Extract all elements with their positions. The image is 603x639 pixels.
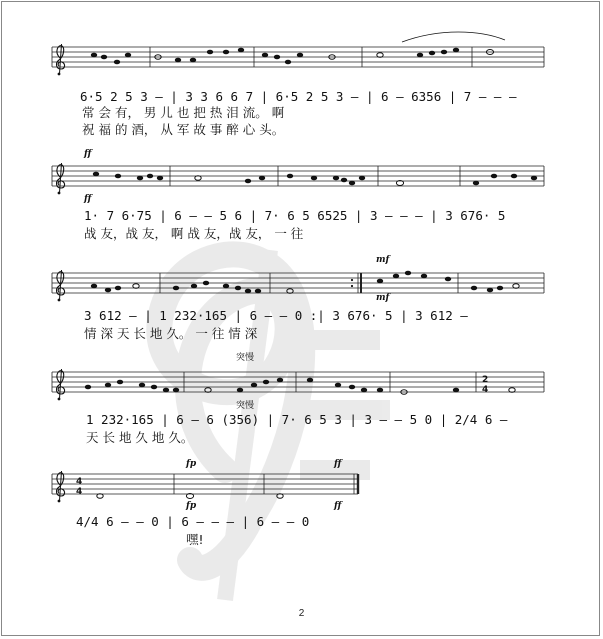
svg-text:2: 2	[482, 375, 489, 385]
treble-clef-icon	[57, 471, 65, 502]
treble-clef-icon	[57, 369, 65, 400]
dynamic-marking: ff	[334, 459, 342, 469]
dynamic-marking: ff	[84, 149, 92, 159]
dynamic-marking: ff	[84, 194, 92, 204]
treble-clef-icon	[57, 163, 65, 194]
lyrics-line-1b: 祝 福 的 酒， 从 军 故 事 醉 心 头。	[82, 122, 285, 137]
dynamic-marking: mf	[376, 293, 390, 303]
jianpu-line-2: 1· 7 6·75 | 6 – – 5 6 | 7· 6 5 6525 | 3 – – – | 3 676· 5	[84, 208, 506, 223]
treble-clef-icon	[57, 270, 65, 301]
lyrics-line-4: 天 长 地 久 地 久。	[86, 430, 194, 445]
lyrics-line-5: 嘿!	[186, 532, 204, 547]
system-2-staff	[52, 163, 544, 194]
svg-text:4: 4	[482, 385, 489, 395]
jianpu-line-4: 1 232·165 | 6 – 6 (356) | 7· 6 5 3 | 3 – – 5 0 | 2/4 6 –	[86, 412, 508, 427]
jianpu-line-1: 6·5 2 5 3 – | 3 3 6 6 7 | 6·5 2 5 3 – | 6 – 6356 | 7 – – –	[80, 89, 517, 104]
system-1-staff	[52, 32, 544, 75]
page-number: 2	[298, 608, 305, 619]
lyrics-line-1a: 常 会 有， 男 儿 也 把 热 泪 流。 啊	[82, 105, 285, 120]
tempo-marking: 突慢	[236, 353, 255, 363]
lyrics-line-3: 情 深 天 长 地 久。 一 往 情 深	[84, 326, 258, 341]
svg-text:4: 4	[76, 477, 83, 487]
tempo-marking: 突慢	[236, 401, 255, 411]
dynamic-marking: fp	[186, 459, 197, 469]
treble-clef-icon	[57, 44, 65, 75]
lyrics-line-2: 战 友，战 友， 啊 战 友，战 友， 一 往	[84, 226, 304, 241]
dynamic-marking: fp	[186, 501, 197, 511]
jianpu-line-3: 3 612 – | 1 232·165 | 6 – – 0 :| 3 676· 5 | 3 612 –	[84, 308, 468, 323]
dynamic-marking: mf	[376, 255, 390, 265]
jianpu-line-5: 4/4 6 – – 0 | 6 – – – | 6 – – 0	[76, 514, 310, 529]
dynamic-marking: ff	[334, 501, 342, 511]
svg-text:4: 4	[76, 487, 83, 497]
